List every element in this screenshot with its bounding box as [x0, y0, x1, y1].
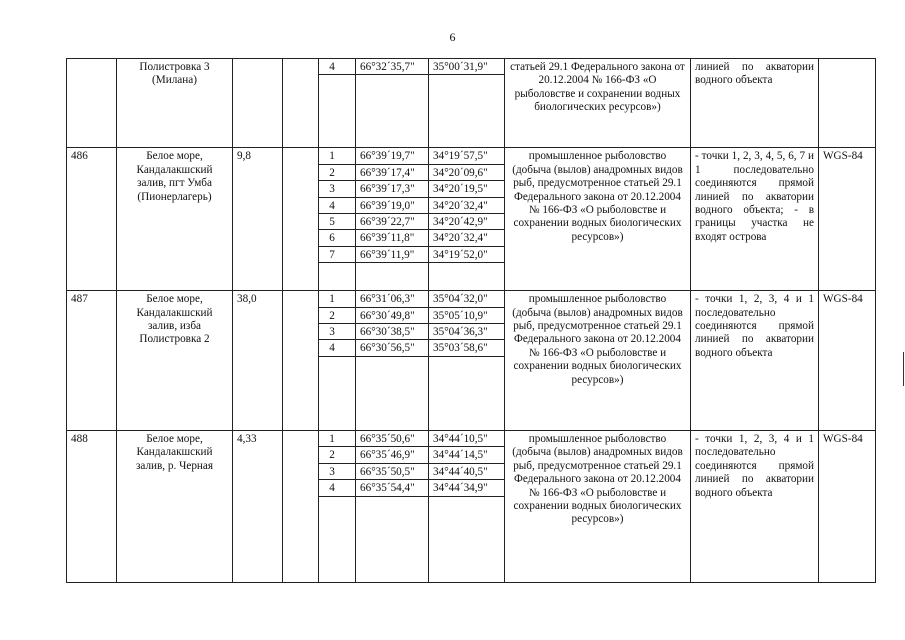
- filler-cell: [319, 356, 356, 430]
- longitude: 35°03´58,6": [429, 340, 505, 356]
- longitude: 34°20´42,9": [429, 214, 505, 230]
- filler-cell: [429, 496, 505, 582]
- point-number: 3: [319, 463, 356, 479]
- point-number: 2: [319, 307, 356, 323]
- longitude: 34°20´19,5": [429, 181, 505, 197]
- area-number: 488: [67, 430, 117, 582]
- longitude: 35°05´10,9": [429, 307, 505, 323]
- point-number: 6: [319, 230, 356, 246]
- latitude: 66°39´19,0": [356, 197, 429, 213]
- latitude: 66°39´17,3": [356, 181, 429, 197]
- point-number: 1: [319, 430, 356, 446]
- longitude: 34°44´14,5": [429, 447, 505, 463]
- point-number: 3: [319, 324, 356, 340]
- filler-cell: [429, 263, 505, 291]
- longitude: 34°44´10,5": [429, 430, 505, 446]
- fishing-purpose: промышленное рыболовство (добыча (вылов) анадромных видов рыб, предусмотренное статьей 29.1 Федерального закона от 20.12.2004 № 166-ФЗ «О рыболовстве и сохранении водных биологических ресурсов»): [505, 430, 691, 582]
- latitude: 66°35´54,4": [356, 480, 429, 496]
- filler-cell: [319, 496, 356, 582]
- longitude: 34°20´32,4": [429, 197, 505, 213]
- longitude: 34°19´52,0": [429, 246, 505, 262]
- latitude: 66°30´49,8": [356, 307, 429, 323]
- latitude: 66°35´50,6": [356, 430, 429, 446]
- filler-cell: [356, 496, 429, 582]
- fishing-purpose: статьей 29.1 Федерального закона от 20.12.2004 № 166-ФЗ «О рыболовстве и сохранении водных биологических ресурсов»): [505, 59, 691, 148]
- point-number: 5: [319, 214, 356, 230]
- area-number: 487: [67, 291, 117, 431]
- point-number: 4: [319, 59, 356, 75]
- area-number: 486: [67, 148, 117, 291]
- latitude: 66°39´22,7": [356, 214, 429, 230]
- latitude: 66°39´19,7": [356, 148, 429, 164]
- empty-cell: [283, 291, 319, 431]
- latitude: 66°32´35,7": [356, 59, 429, 75]
- area-name: Белое море, Кандалакшский залив, пгт Умба (Пионерлагерь): [117, 148, 233, 291]
- filler-cell: [429, 75, 505, 148]
- empty-cell: [283, 59, 319, 148]
- empty-cell: [283, 430, 319, 582]
- filler-cell: [356, 75, 429, 148]
- latitude: 66°31´06,3": [356, 291, 429, 307]
- longitude: 34°19´57,5": [429, 148, 505, 164]
- fishing-purpose: промышленное рыболовство (добыча (вылов) анадромных видов рыб, предусмотренное статьей 29.1 Федерального закона от 20.12.2004 № 166-ФЗ «О рыболовстве и сохранении водных биологических ресурсов»): [505, 291, 691, 431]
- filler-cell: [356, 356, 429, 430]
- margin-mark: [903, 352, 904, 386]
- point-number: 4: [319, 197, 356, 213]
- latitude: 66°35´50,5": [356, 463, 429, 479]
- longitude: 34°44´34,9": [429, 480, 505, 496]
- latitude: 66°35´46,9": [356, 447, 429, 463]
- point-number: 4: [319, 480, 356, 496]
- longitude: 35°04´36,3": [429, 324, 505, 340]
- area-size: [233, 59, 283, 148]
- latitude: 66°39´11,9": [356, 246, 429, 262]
- latitude: 66°30´38,5": [356, 324, 429, 340]
- boundary-description: - точки 1, 2, 3, 4 и 1 последовательно соединяются прямой линией по акватории водного объекта: [691, 291, 819, 431]
- coordinate-system: WGS-84: [819, 291, 876, 431]
- point-number: 3: [319, 181, 356, 197]
- fishing-purpose: промышленное рыболовство (добыча (вылов) анадромных видов рыб, предусмотренное статьей 29.1 Федерального закона от 20.12.2004 № 166-ФЗ «О рыболовстве и сохранении водных биологических ресурсов»): [505, 148, 691, 291]
- latitude: 66°39´17,4": [356, 164, 429, 180]
- fishing-areas-table: [66, 58, 876, 583]
- point-number: 2: [319, 164, 356, 180]
- empty-cell: [283, 148, 319, 291]
- boundary-description: - точки 1, 2, 3, 4, 5, 6, 7 и 1 последовательно соединяются прямой линией по акватории водного объекта; - в границы участка не входят острова: [691, 148, 819, 291]
- longitude: 34°20´32,4": [429, 230, 505, 246]
- point-number: 4: [319, 340, 356, 356]
- area-name: Полистровка 3 (Милана): [117, 59, 233, 148]
- area-size: 9,8: [233, 148, 283, 291]
- coordinate-system: [819, 59, 876, 148]
- area-size: 4,33: [233, 430, 283, 582]
- coordinate-system: WGS-84: [819, 148, 876, 291]
- boundary-description: линией по акватории водного объекта: [691, 59, 819, 148]
- coordinate-row: [67, 59, 876, 75]
- coordinate-system: WGS-84: [819, 430, 876, 582]
- longitude: 35°00´31,9": [429, 59, 505, 75]
- filler-cell: [319, 75, 356, 148]
- point-number: 2: [319, 447, 356, 463]
- longitude: 34°44´40,5": [429, 463, 505, 479]
- longitude: 34°20´09,6": [429, 164, 505, 180]
- area-name: Белое море, Кандалакшский залив, изба Полистровка 2: [117, 291, 233, 431]
- area-number: [67, 59, 117, 148]
- filler-cell: [319, 263, 356, 291]
- coordinate-row: [67, 430, 876, 446]
- point-number: 1: [319, 148, 356, 164]
- latitude: 66°30´56,5": [356, 340, 429, 356]
- boundary-description: - точки 1, 2, 3, 4 и 1 последовательно соединяются прямой линией по акватории водного объекта: [691, 430, 819, 582]
- latitude: 66°39´11,8": [356, 230, 429, 246]
- filler-cell: [429, 356, 505, 430]
- longitude: 35°04´32,0": [429, 291, 505, 307]
- area-name: Белое море, Кандалакшский залив, р. Черная: [117, 430, 233, 582]
- point-number: 1: [319, 291, 356, 307]
- coordinate-row: [67, 148, 876, 164]
- filler-cell: [356, 263, 429, 291]
- area-size: 38,0: [233, 291, 283, 431]
- coordinate-row: [67, 291, 876, 307]
- page-number: 6: [449, 30, 456, 44]
- point-number: 7: [319, 246, 356, 262]
